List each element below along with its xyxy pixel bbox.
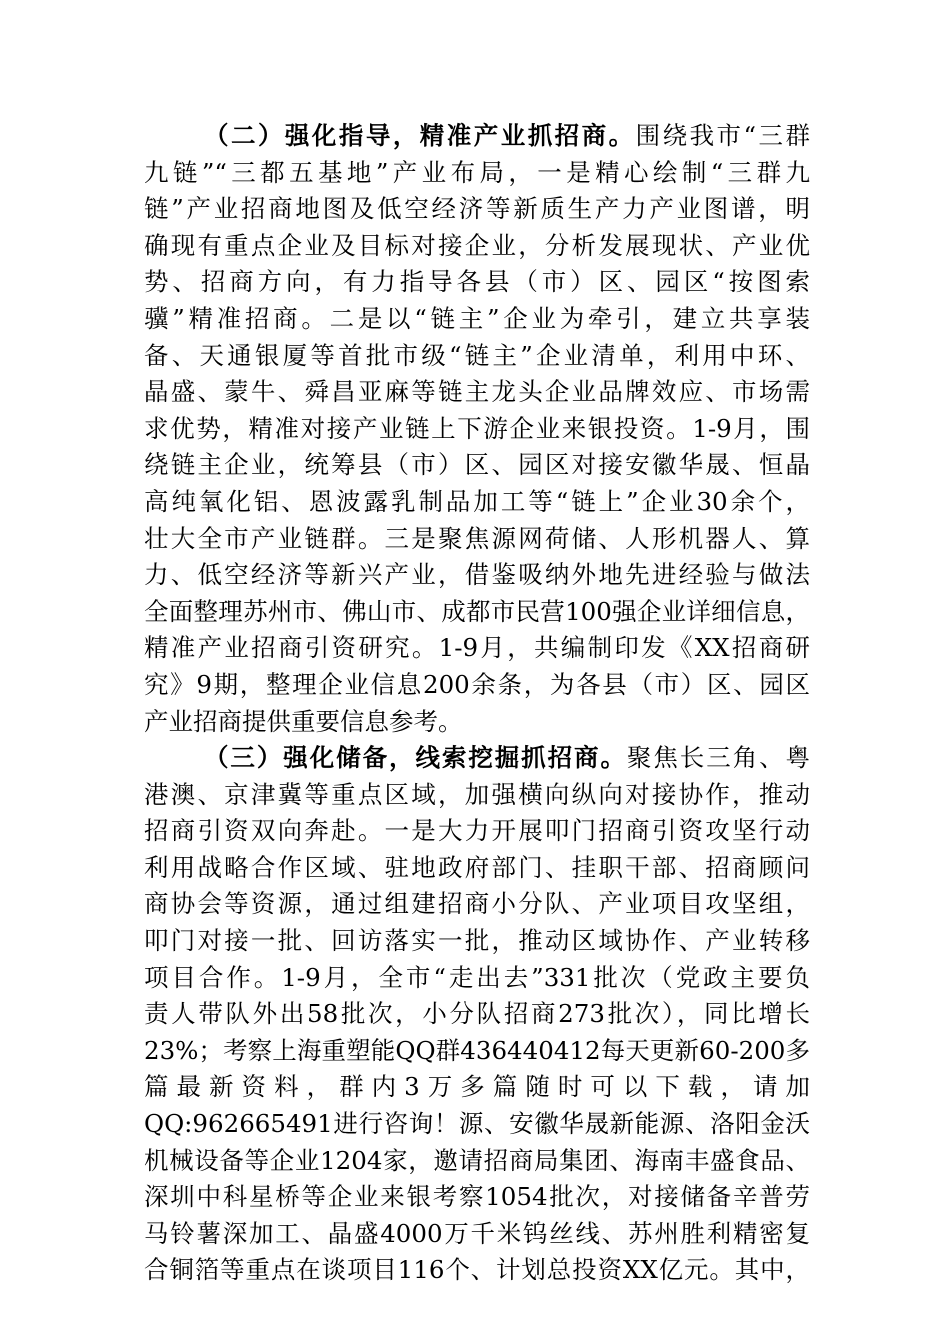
section3-line-1: 港澳、京津冀等重点区域，加强横向纵向对接协作，推动 <box>144 779 810 809</box>
section2-line-16: 产业招商提供重要信息参考。 <box>144 706 463 736</box>
section2-heading: （二）强化指导，精准产业抓招商。 <box>204 121 636 150</box>
section3-line-9: 篇最新资料，群内3万多篇随时可以下载，请加 <box>144 1072 810 1102</box>
section2-line-5: 骥”精准招商。二是以“链主”企业为牵引，建立共享装 <box>144 303 810 333</box>
document-body <box>144 118 810 1289</box>
section2-first-line <box>144 118 810 155</box>
section3-line-11: 机械设备等企业1204家，邀请招商局集团、海南丰盛食品、 <box>144 1145 810 1175</box>
section3-line-3: 利用战略合作区域、驻地政府部门、挂职干部、招商顾问 <box>144 852 810 882</box>
section2-line-4: 势、招商方向，有力指导各县（市）区、园区“按图索 <box>144 267 810 297</box>
section2-line-3: 确现有重点企业及目标对接企业，分析发展现状、产业优 <box>144 230 810 260</box>
section3-line-6: 项目合作。1-9月，全市“走出去”331批次（党政主要负 <box>144 962 810 992</box>
section2-line-7: 晶盛、蒙牛、舜昌亚麻等链主龙头企业品牌效应、市场需 <box>144 377 810 407</box>
section2-line-14: 精准产业招商引资研究。1-9月，共编制印发《XX招商研 <box>144 633 810 663</box>
section3-line-14: 合铜箔等重点在谈项目116个、计划总投资XX亿元。其中， <box>144 1255 810 1285</box>
section2-line-9: 绕链主企业，统筹县（市）区、园区对接安徽华晟、恒晶 <box>144 450 810 480</box>
section2-line-8: 求优势，精准对接产业链上下游企业来银投资。1-9月，围 <box>144 413 810 443</box>
section3-line-13: 马铃薯深加工、晶盛4000万千米钨丝线、苏州胜利精密复 <box>144 1218 810 1248</box>
section2-line-0: 围绕我市“三群 <box>635 121 810 150</box>
section3-line-4: 商协会等资源，通过组建招商小分队、产业项目攻坚组， <box>144 889 810 919</box>
section2-line-6: 备、天通银厦等首批市级“链主”企业清单，利用中环、 <box>144 340 810 370</box>
section3-heading: （三）强化储备，线索挖掘抓招商。 <box>204 743 627 773</box>
section2-line-11: 壮大全市产业链群。三是聚焦源网荷储、人形机器人、算 <box>144 523 810 553</box>
section3-line-0: 聚焦长三角、粤 <box>626 743 810 773</box>
section3-line-8: 23%；考察上海重塑能QQ群436440412每天更新60-200多 <box>144 1035 810 1065</box>
section2-line-13: 全面整理苏州市、佛山市、成都市民营100强企业详细信息， <box>144 596 810 626</box>
section2-line-12: 力、低空经济等新兴产业，借鉴吸纳外地先进经验与做法 <box>144 560 810 590</box>
section3-line-5: 叩门对接一批、回访落实一批，推动区域协作、产业转移 <box>144 926 810 956</box>
section3-line-2: 招商引资双向奔赴。一是大力开展叩门招商引资攻坚行动 <box>144 816 810 846</box>
section2-line-15: 究》9期，整理企业信息200余条，为各县（市）区、园区 <box>144 669 810 699</box>
section2-line-2: 链”产业招商地图及低空经济等新质生产力产业图谱，明 <box>144 194 810 224</box>
section3-first-line <box>144 740 810 777</box>
section2-line-1: 九链”“三都五基地”产业布局，一是精心绘制“三群九 <box>144 157 810 187</box>
section2-line-10: 高纯氧化铝、恩波露乳制品加工等“链上”企业30余个， <box>144 486 810 516</box>
section3-line-10: QQ:962665491进行咨询！源、安徽华晟新能源、洛阳金沃 <box>144 1109 810 1139</box>
section3-line-7: 责人带队外出58批次，小分队招商273批次），同比增长 <box>144 999 810 1029</box>
section3-line-12: 深圳中科星桥等企业来银考察1054批次，对接储备辛普劳 <box>144 1182 810 1212</box>
